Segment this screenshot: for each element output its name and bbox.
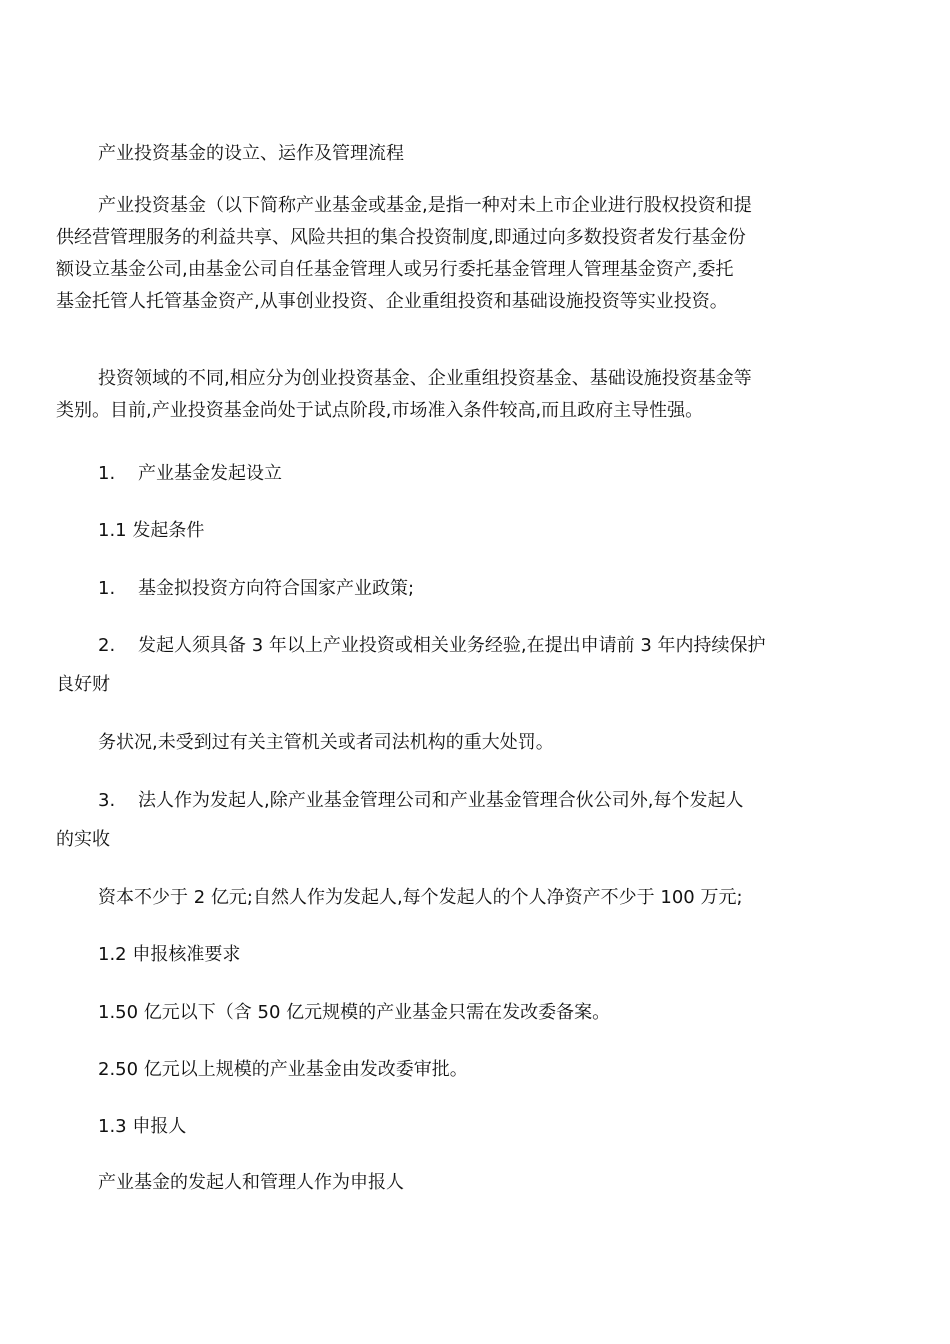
section-heading-1 bbox=[98, 462, 282, 486]
list-number: 2. bbox=[98, 635, 116, 656]
list-item-text: 法人作为发起人,除产业基金管理公司和产业基金管理合伙公司外,每个发起人 bbox=[138, 790, 744, 811]
list-item-text: 基金拟投资方向符合国家产业政策; bbox=[138, 578, 415, 599]
condition-item-3-wrap: 的实收 bbox=[56, 829, 110, 850]
condition-item-3-continuation: 资本不少于 2 亿元;自然人作为发起人,每个发起人的个人净资产不少于 100 万元; bbox=[98, 887, 743, 908]
classification-line-1: 投资领域的不同,相应分为创业投资基金、企业重组投资基金、基础设施投资基金等 bbox=[98, 368, 752, 389]
condition-item-1 bbox=[98, 577, 414, 601]
subsection-heading-1-2: 1.2 申报核准要求 bbox=[98, 944, 241, 965]
list-number: 1. bbox=[98, 578, 116, 599]
condition-item-2 bbox=[98, 634, 766, 658]
intro-line-1: 产业投资基金（以下简称产业基金或基金,是指一种对未上市企业进行股权投资和提 bbox=[98, 195, 752, 216]
intro-line-2: 供经营管理服务的利益共享、风险共担的集合投资制度,即通过向多数投资者发行基金份 bbox=[56, 227, 746, 248]
list-item-text: 发起人须具备 3 年以上产业投资或相关业务经验,在提出申请前 3 年内持续保护 bbox=[138, 635, 766, 656]
applicant-text: 产业基金的发起人和管理人作为申报人 bbox=[98, 1172, 404, 1193]
intro-line-4: 基金托管人托管基金资产,从事创业投资、企业重组投资和基础设施投资等实业投资。 bbox=[56, 291, 728, 312]
condition-item-2-continuation: 务状况,未受到过有关主管机关或者司法机构的重大处罚。 bbox=[98, 732, 554, 753]
requirement-item-2: 2.50 亿元以上规模的产业基金由发改委审批。 bbox=[98, 1059, 468, 1080]
condition-item-2-wrap: 良好财 bbox=[56, 674, 110, 695]
section-heading-text: 产业基金发起设立 bbox=[138, 463, 282, 484]
subsection-heading-1-3: 1.3 申报人 bbox=[98, 1116, 187, 1137]
document-title: 产业投资基金的设立、运作及管理流程 bbox=[98, 143, 404, 164]
intro-line-3: 额设立基金公司,由基金公司自任基金管理人或另行委托基金管理人管理基金资产,委托 bbox=[56, 259, 734, 280]
requirement-item-1: 1.50 亿元以下（含 50 亿元规模的产业基金只需在发改委备案。 bbox=[98, 1002, 611, 1023]
classification-line-2: 类别。目前,产业投资基金尚处于试点阶段,市场准入条件较高,而且政府主导性强。 bbox=[56, 400, 704, 421]
section-number: 1. bbox=[98, 463, 116, 484]
subsection-heading-1-1: 1.1 发起条件 bbox=[98, 520, 205, 541]
list-number: 3. bbox=[98, 790, 116, 811]
condition-item-3 bbox=[98, 789, 743, 813]
